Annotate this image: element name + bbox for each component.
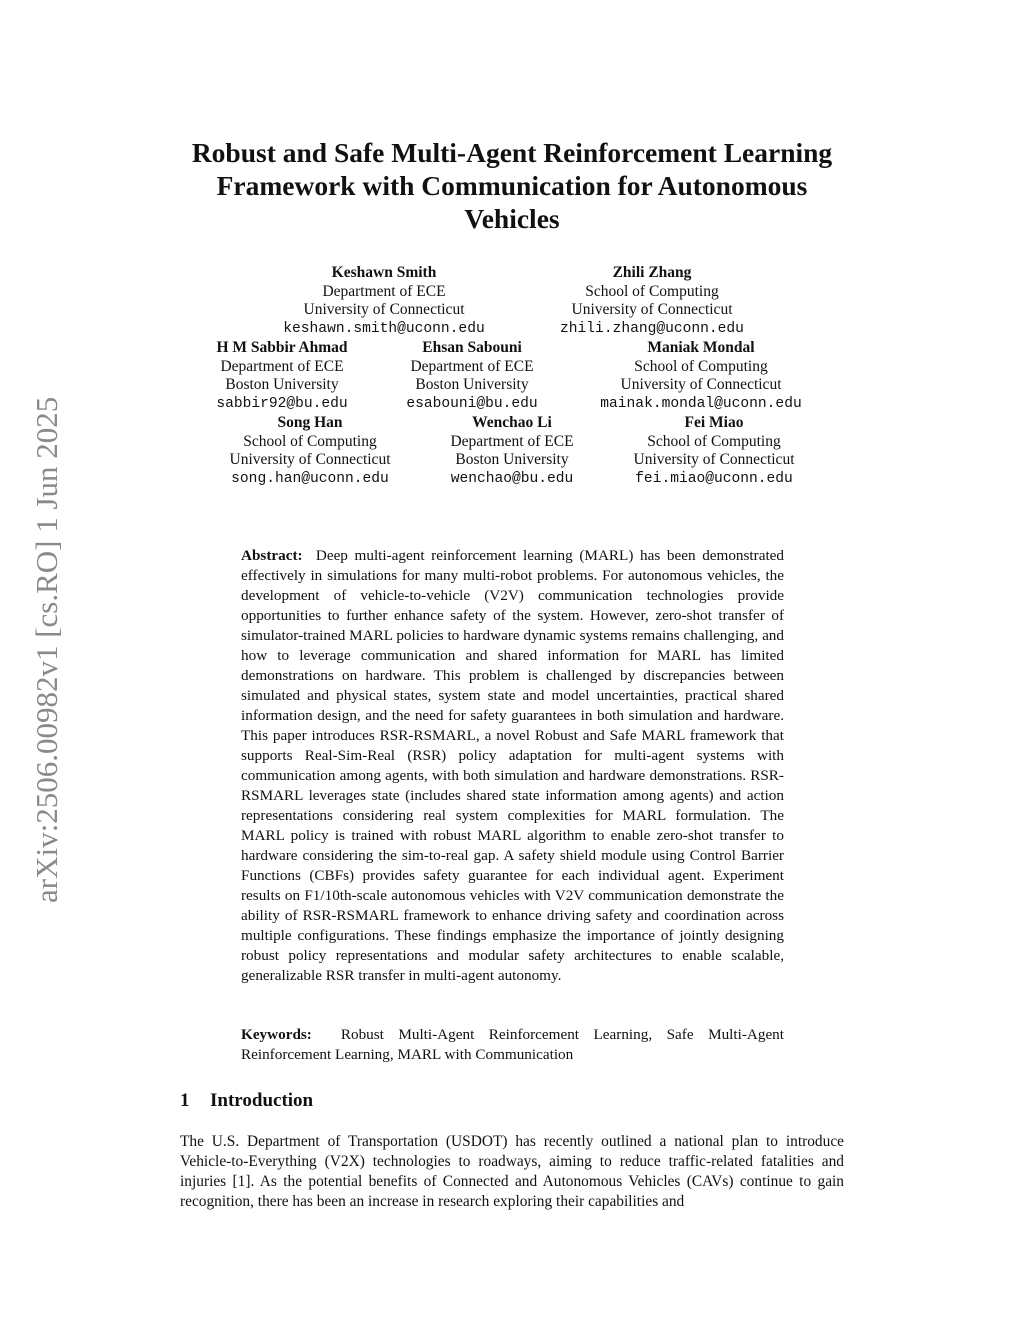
section-number: 1 xyxy=(180,1090,190,1111)
author-email: fei.miao@uconn.edu xyxy=(635,471,793,488)
author-department: School of Computing xyxy=(647,432,781,450)
abstract xyxy=(241,546,784,986)
author-block xyxy=(432,414,592,489)
author-name: H M Sabbir Ahmad xyxy=(216,339,348,356)
author-affiliation: Boston University xyxy=(415,376,529,394)
author-block xyxy=(262,264,506,339)
author-name: Keshawn Smith xyxy=(331,264,437,281)
author-affiliation: University of Connecticut xyxy=(620,376,782,394)
author-affiliation: Boston University xyxy=(455,451,569,469)
arxiv-identifier: arXiv:2506.00982v1 [cs.RO] 1 Jun 2025 xyxy=(29,396,64,903)
author-block xyxy=(192,339,372,414)
paper-title: Robust and Safe Multi-Agent Reinforcement Learning Framework with Communication for Autonomous Vehicles xyxy=(191,137,833,234)
author-email: wenchao@bu.edu xyxy=(450,471,574,488)
author-department: Department of ECE xyxy=(220,357,344,375)
keywords-text: Robust Multi-Agent Reinforcement Learning, Safe Multi-Agent Reinforcement Learning, MARL with Communication xyxy=(241,1026,784,1063)
author-affiliation: University of Connecticut xyxy=(571,301,733,319)
author-department: Department of ECE xyxy=(322,282,446,300)
author-name: Maniak Mondal xyxy=(647,339,755,356)
author-name: Wenchao Li xyxy=(472,414,552,431)
author-email: sabbir92@bu.edu xyxy=(216,396,348,413)
author-email: mainak.mondal@uconn.edu xyxy=(600,396,802,413)
author-department: Department of ECE xyxy=(410,357,534,375)
abstract-text: Deep multi-agent reinforcement learning (MARL) has been demonstrated effectively in simulations for many multi-robot problems. For autonomous vehicles, the development of vehicle-to-vehicle (V2V) communication technologies provide opportunities to further enhance safety of the system. However, zero-shot transfer of simulator-trained MARL policies to hardware dynamic systems remains challenging, and how to leverage communication and shared information for MARL has limited demonstrations on hardware. This problem is challenged by discrepancies between simulated and physical states, system state and model uncertainties, practical shared information design, and the need for safety guarantees in both simulation and hardware. This paper introduces RSR-RSMARL, a novel Robust and Safe MARL framework that supports Real-Sim-Real (RSR) policy adaptation for multi-agent systems with communication among agents, with both simulation and hardware demonstrations. RSR-RSMARL leverages state (includes shared state information among agents) and action representations considering real system complexities for MARL formulation. The MARL policy is trained with robust MARL algorithm to enable zero-shot transfer to hardware considering the sim-to-real gap. A safety shield module using Control Barrier Functions (CBFs) provides safety guarantee for each individual agent. Experiment results on F1/10th-scale autonomous vehicles with V2V communication demonstrate the ability of RSR-RSMARL framework to enhance driving safety and coordination across multiple configurations. These findings emphasize the importance of jointly designing robust policy representations and modular safety architectures to enable scalable, generalizable RSR transfer in multi-agent autonomy. xyxy=(241,547,785,984)
author-block xyxy=(210,414,410,489)
author-affiliation: University of Connecticut xyxy=(633,451,795,469)
author-department: School of Computing xyxy=(243,432,377,450)
author-email: keshawn.smith@uconn.edu xyxy=(283,321,485,338)
author-block xyxy=(614,414,814,489)
author-affiliation: University of Connecticut xyxy=(229,451,391,469)
author-block xyxy=(382,339,562,414)
keywords-label: Keywords: xyxy=(241,1026,312,1043)
author-name: Song Han xyxy=(277,414,343,431)
introduction-paragraph: The U.S. Department of Transportation (USDOT) has recently outlined a national plan to introduce Vehicle-to-Everything (V2X) technologies to roadways, aiming to reduce traffic-related fatalities and injuries [1]. As the potential benefits of Connected and Autonomous Vehicles (CAVs) continue to gain recognition, there has been an increase in research exploring their capabilities and xyxy=(180,1133,844,1210)
author-block xyxy=(581,339,821,414)
author-name: Ehsan Sabouni xyxy=(422,339,522,356)
author-email: esabouni@bu.edu xyxy=(406,396,538,413)
abstract-label: Abstract: xyxy=(241,547,303,564)
keywords xyxy=(241,1025,784,1065)
author-name: Zhili Zhang xyxy=(612,264,692,281)
author-department: School of Computing xyxy=(585,282,719,300)
author-name: Fei Miao xyxy=(684,414,744,431)
author-department: Department of ECE xyxy=(450,432,574,450)
author-affiliation: Boston University xyxy=(225,376,339,394)
section-heading-introduction xyxy=(180,1089,313,1113)
section-title: Introduction xyxy=(210,1090,314,1111)
author-block xyxy=(532,264,772,339)
author-affiliation: University of Connecticut xyxy=(303,301,465,319)
author-department: School of Computing xyxy=(634,357,768,375)
author-email: zhili.zhang@uconn.edu xyxy=(560,321,744,338)
author-email: song.han@uconn.edu xyxy=(231,471,389,488)
